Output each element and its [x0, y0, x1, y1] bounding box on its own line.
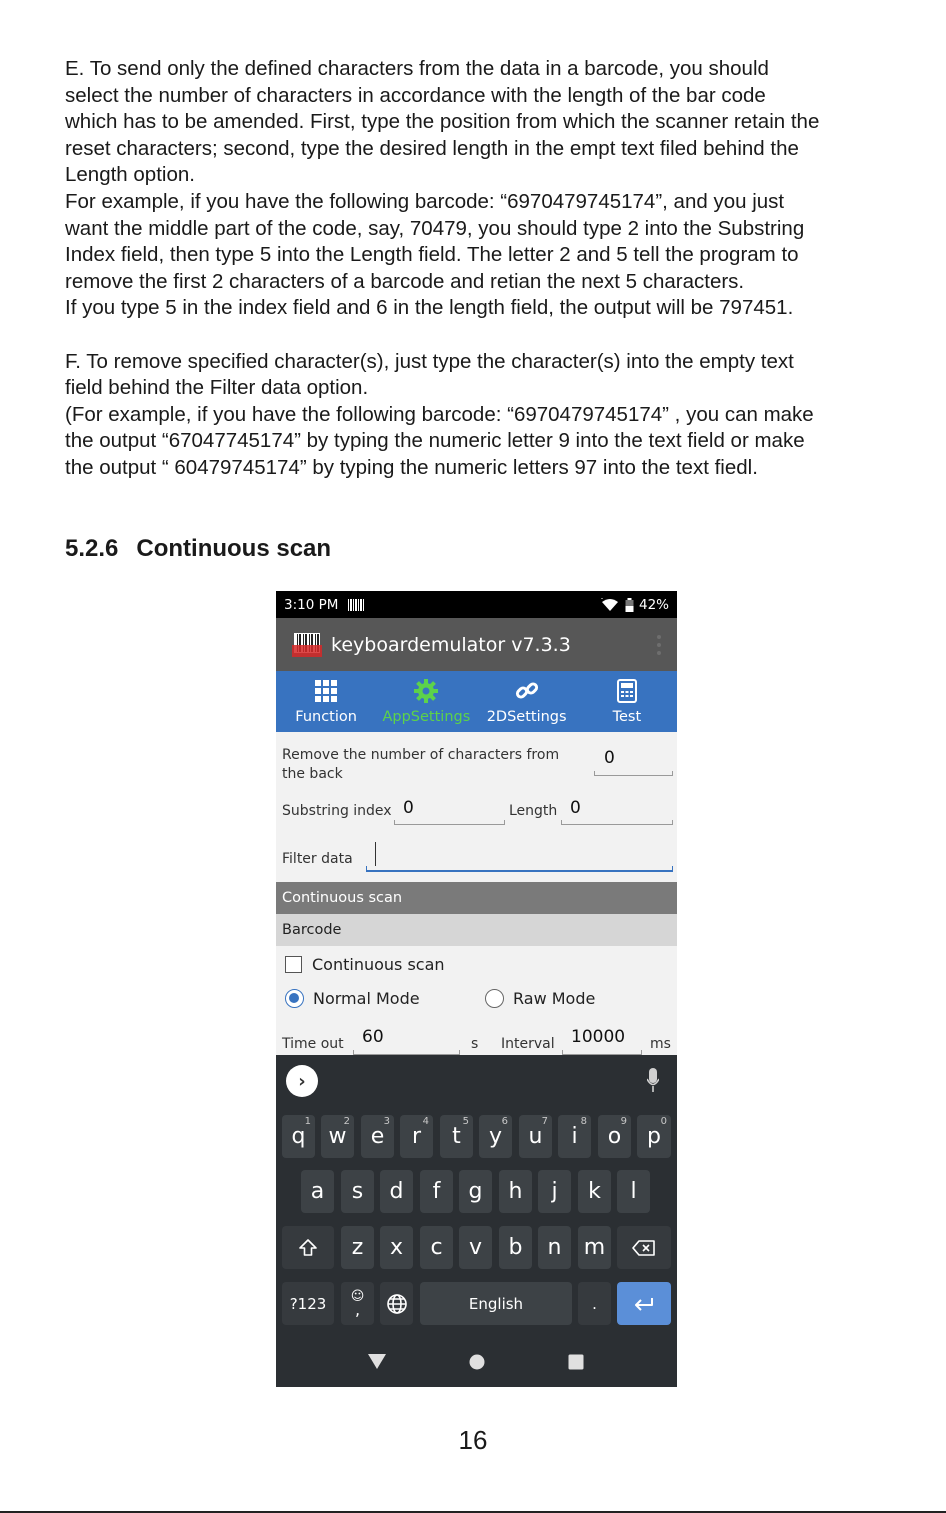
section-header-barcode: Barcode: [276, 914, 677, 946]
substring-index-input[interactable]: 0: [394, 798, 505, 825]
key-r[interactable]: r 4: [400, 1115, 433, 1158]
paragraph-line: E. To send only the defined characters from the data in a barcode, you should: [65, 57, 769, 80]
gear-icon: [413, 678, 439, 704]
substring-row: [276, 790, 677, 834]
interval-label: Interval: [501, 1036, 555, 1052]
tab-bar: [276, 671, 677, 732]
globe-icon: [386, 1293, 408, 1315]
section-header-continuous-scan: Continuous scan: [276, 882, 677, 914]
raw-mode-option[interactable]: [485, 989, 595, 1008]
link-icon: [514, 678, 540, 704]
calculator-icon: [614, 678, 640, 704]
key-h[interactable]: h: [499, 1170, 532, 1213]
paragraph-line: (For example, if you have the following barcode: “6970479745174” , you can make: [65, 402, 814, 426]
continuous-scan-checkbox-row[interactable]: [276, 946, 677, 982]
soft-keyboard: [276, 1055, 677, 1387]
section-heading: [65, 535, 331, 563]
key-t[interactable]: t 5: [440, 1115, 473, 1158]
substring-index-label: Substring index: [282, 803, 392, 819]
tab-test[interactable]: [577, 671, 677, 732]
comma-key-label: ,: [354, 1300, 361, 1319]
key-f[interactable]: f: [420, 1170, 453, 1213]
timeout-unit: s: [471, 1036, 479, 1052]
filter-row: [276, 834, 677, 882]
section-number: 5.2.6: [65, 535, 119, 562]
shift-icon: [298, 1238, 318, 1258]
continuous-scan-label: Continuous scan: [312, 954, 445, 974]
interval-unit: ms: [650, 1036, 671, 1052]
key-a[interactable]: a: [301, 1170, 334, 1213]
raw-mode-label: Raw Mode: [513, 989, 596, 1008]
paragraph-gap: [65, 322, 905, 349]
filter-data-input[interactable]: [366, 840, 673, 872]
paragraph-line: reset characters; second, type the desired length in the empt text filed behind the: [65, 136, 799, 160]
key-q[interactable]: q 1: [282, 1115, 315, 1158]
barcode-notification-icon: [348, 599, 364, 611]
key-s[interactable]: s: [341, 1170, 374, 1213]
instruction-text: [65, 56, 905, 482]
key-d[interactable]: d: [380, 1170, 413, 1213]
remove-back-row: [276, 732, 677, 790]
space-key[interactable]: English: [420, 1282, 572, 1325]
section-title: Continuous scan: [136, 535, 332, 562]
emoji-icon: ☺: [350, 1289, 365, 1304]
backspace-key[interactable]: [617, 1226, 671, 1269]
key-p[interactable]: p 0: [637, 1115, 671, 1158]
key-j[interactable]: j: [538, 1170, 571, 1213]
symbols-key[interactable]: ?123: [282, 1282, 334, 1325]
filter-data-label: Filter data: [282, 851, 353, 867]
length-label: Length: [509, 803, 558, 819]
key-z[interactable]: z: [341, 1226, 374, 1269]
key-e[interactable]: e 3: [361, 1115, 394, 1158]
paragraph-line: F. To remove specified character(s), just type the character(s) into the empty text: [65, 349, 794, 373]
key-i[interactable]: i 8: [558, 1115, 591, 1158]
battery-percent: 42%: [638, 596, 669, 613]
paragraph-line: field behind the Filter data option.: [65, 376, 369, 400]
status-bar: [276, 591, 677, 618]
app-title: keyboardemulator v7.3.3: [331, 633, 571, 656]
key-l[interactable]: l: [617, 1170, 650, 1213]
timeout-input[interactable]: 60: [353, 1024, 460, 1055]
paragraph-line: the output “ 60479745174” by typing the numeric letters 97 into the text fiedl.: [65, 455, 758, 479]
raw-mode-radio[interactable]: [485, 989, 504, 1008]
tab-2dsettings[interactable]: [477, 671, 577, 732]
paragraph-line: Index field, then type 5 into the Length field. The letter 2 and 5 tell the program to: [65, 243, 799, 267]
key-g[interactable]: g: [459, 1170, 492, 1213]
key-x[interactable]: x: [380, 1226, 413, 1269]
key-o[interactable]: o 9: [598, 1115, 631, 1158]
remove-back-input[interactable]: 0: [594, 748, 673, 776]
key-n[interactable]: n: [538, 1226, 571, 1269]
phone-screenshot: [276, 591, 677, 1387]
key-b[interactable]: b: [499, 1226, 532, 1269]
settings-panel: [276, 732, 677, 1066]
paragraph-line: select the number of characters in accordance with the length of the bar code: [65, 83, 766, 107]
tab-label: Function: [295, 709, 357, 725]
status-time: 3:10 PM: [284, 596, 339, 613]
keyboard-suggestion-bar: [276, 1055, 677, 1107]
tab-function[interactable]: [276, 671, 376, 732]
barcode-logo-icon: [292, 631, 322, 659]
back-triangle-icon[interactable]: [368, 1354, 386, 1370]
comma-emoji-key[interactable]: [341, 1282, 374, 1325]
key-c[interactable]: c: [420, 1226, 453, 1269]
app-bar: [276, 618, 677, 671]
enter-key[interactable]: [617, 1282, 671, 1325]
key-w[interactable]: w 2: [321, 1115, 354, 1158]
recents-square-icon[interactable]: [568, 1354, 584, 1370]
page-number: 16: [458, 1425, 488, 1455]
text-cursor: [375, 842, 376, 866]
key-m[interactable]: m: [578, 1226, 611, 1269]
mode-radio-row: [276, 982, 677, 1016]
key-v[interactable]: v: [459, 1226, 492, 1269]
remove-back-label: Remove the number of characters from the back: [282, 747, 560, 782]
backspace-icon: [632, 1239, 656, 1257]
grid-icon: [313, 678, 339, 704]
paragraph-line: If you type 5 in the index field and 6 in the length field, the output will be 797451.: [65, 296, 794, 320]
paragraph-line: which has to be amended. First, type the position from which the scanner retain the: [65, 110, 820, 134]
normal-mode-label: Normal Mode: [313, 989, 420, 1008]
timeout-label: Time out: [282, 1036, 344, 1052]
key-k[interactable]: k: [578, 1170, 611, 1213]
length-input[interactable]: 0: [561, 798, 673, 825]
enter-icon: [633, 1296, 655, 1312]
battery-icon: [625, 598, 634, 612]
tab-label: Test: [612, 709, 642, 725]
tab-label: AppSettings: [382, 709, 471, 725]
navigation-bar: [276, 1339, 677, 1387]
continuous-scan-checkbox[interactable]: [285, 956, 302, 973]
language-key[interactable]: [380, 1282, 413, 1325]
paragraph-line: remove the first 2 characters of a barcode and retian the next 5 characters.: [65, 269, 745, 293]
microphone-icon[interactable]: [647, 1068, 659, 1094]
paragraph-line: the output “67047745174” by typing the numeric letter 9 into the text field or make: [65, 429, 805, 453]
paragraph-line: Length option.: [65, 163, 195, 187]
tab-label: 2DSettings: [486, 709, 567, 725]
normal-mode-option[interactable]: [285, 989, 420, 1008]
wifi-icon: [600, 598, 620, 612]
tab-appsettings[interactable]: [376, 671, 476, 732]
paragraph-line: want the middle part of the code, say, 70479, you should type 2 into the Substring: [65, 216, 805, 240]
key-y[interactable]: y 6: [479, 1115, 512, 1158]
normal-mode-radio[interactable]: [285, 989, 304, 1008]
paragraph-line: For example, if you have the following barcode: “6970479745174”, and you just: [65, 189, 785, 213]
home-circle-icon[interactable]: [469, 1354, 485, 1370]
key-u[interactable]: u 7: [519, 1115, 552, 1158]
shift-key[interactable]: [282, 1226, 334, 1269]
overflow-menu-icon[interactable]: [653, 631, 665, 659]
interval-input[interactable]: 10000: [562, 1024, 642, 1055]
period-key[interactable]: .: [578, 1282, 611, 1325]
chevron-right-icon[interactable]: ›: [286, 1065, 318, 1097]
